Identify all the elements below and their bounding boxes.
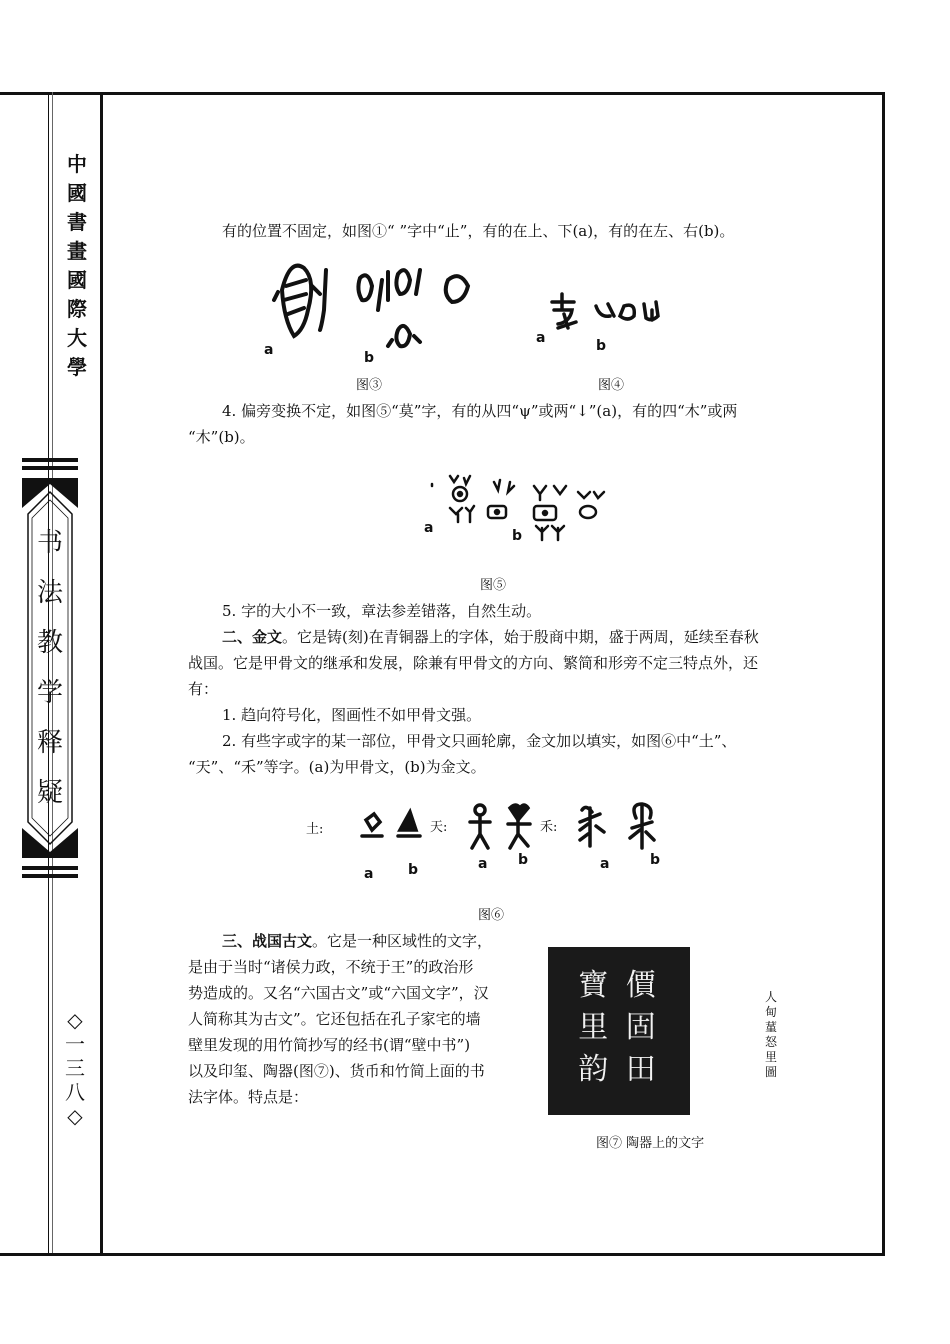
- badge-rule-top-2: [22, 466, 78, 470]
- figure-5-label-b: b: [512, 528, 523, 544]
- figure-3-caption: 图③: [356, 378, 383, 393]
- figure-5-caption: 图⑤: [480, 578, 507, 593]
- page-number-char-4: ◇: [67, 1104, 83, 1128]
- paragraph-position: 有的位置不固定，如图①“ ”字中“止”，有的在上、下(a)，有的在左、右(b)。: [222, 222, 735, 240]
- figure-3-label-b: b: [364, 350, 375, 366]
- pottery-inscription-transcription: [760, 990, 782, 1080]
- page-number-vertical: [60, 1008, 90, 1128]
- figure-6-tu-b: b: [408, 862, 419, 878]
- page-number-char-2: 三: [65, 1056, 85, 1080]
- zhanguo-line-7: 法字体。特点是：: [188, 1088, 309, 1106]
- jinwen-line-1: 二、金文。它是铸(刻)在青铜器上的字体，始于殷商中期，盛于两周，延续至春秋: [188, 624, 803, 650]
- figure-6-tu-a: a: [364, 866, 374, 882]
- zhanguo-line-4: 人简称其为古文”。它还包括在孔子家宅的墙: [188, 1010, 481, 1028]
- page-number-char-3: 八: [65, 1080, 85, 1104]
- book-title-char-6: 大: [67, 326, 87, 350]
- pottery-inscription-image: [548, 947, 690, 1115]
- section-title-char-0: 书: [36, 528, 63, 558]
- zhanguo-line-2: 是由于当时“诸侯力政，不统于王”的政治形: [188, 958, 474, 976]
- figure-4-caption: 图④: [598, 378, 625, 393]
- zhanguo-heading: 三、战国古文: [222, 932, 313, 950]
- paragraph-5: 5. 字的大小不一致，章法参差错落，自然生动。: [222, 602, 542, 620]
- jinwen-item-1: 1. 趋向符号化，图画性不如甲骨文强。: [222, 706, 482, 724]
- figure-6-label-tu: 土:: [306, 822, 324, 837]
- pottery-inscription-chars: 寶 價 里 固 韵 田: [578, 968, 660, 1087]
- figure-7-caption: 图⑦ 陶器上的文字: [596, 1136, 705, 1151]
- book-title-char-7: 學: [67, 355, 87, 379]
- book-title-char-4: 國: [67, 268, 87, 292]
- transcription-char-4: 里: [764, 1050, 777, 1064]
- figure-6-tian-b: b: [518, 852, 529, 868]
- figure-3-label-a: a: [264, 342, 274, 358]
- paragraph-4-line-2: “木”(b)。: [188, 428, 255, 446]
- zhanguo-line-1: 三、战国古文。它是一种区域性的文字，: [188, 928, 528, 954]
- book-title-char-1: 國: [67, 181, 87, 205]
- figure-6-label-he: 禾:: [540, 820, 558, 835]
- book-title-char-5: 際: [67, 297, 87, 321]
- book-title-char-0: 中: [67, 152, 87, 176]
- transcription-char-0: 人: [764, 990, 777, 1004]
- section-title-char-5: 疑: [36, 778, 63, 808]
- jinwen-item-2-line-2: “天”、“禾”等字。(a)为甲骨文，(b)为金文。: [188, 758, 486, 776]
- figure-4-label-a: a: [536, 330, 546, 346]
- transcription-char-5: 圖: [764, 1065, 777, 1079]
- section-title-char-4: 释: [36, 728, 63, 758]
- paragraph-4-line-1: 4. 偏旁变换不定，如图⑤“莫”字，有的从四“ψ”或两“↓”(a)，有的四“木”或两: [222, 402, 738, 420]
- transcription-char-2: 蓳: [764, 1020, 777, 1034]
- figure-6-tian-a: a: [478, 856, 488, 872]
- figure-6-he-a: a: [600, 856, 610, 872]
- section-title-char-1: 法: [36, 578, 63, 608]
- book-title-vertical: [60, 150, 94, 382]
- figure-4-glyphs: [548, 288, 678, 348]
- section-title-badge: [22, 478, 78, 858]
- jinwen-item-2-line-1: 2. 有些字或字的某一部位，甲骨文只画轮廓，金文加以填实，如图⑥中“土”、: [222, 732, 737, 750]
- transcription-char-3: 怒: [764, 1035, 777, 1049]
- figure-6-he-b: b: [650, 852, 661, 868]
- jinwen-line-3: 有：: [188, 680, 219, 698]
- figure-5-label-a: a: [424, 520, 434, 536]
- transcription-char-1: 甸: [764, 1005, 777, 1019]
- badge-rule-bottom-2: [22, 874, 78, 878]
- figure-6-glyphs: [340, 800, 670, 860]
- section-title-char-3: 学: [36, 678, 63, 708]
- book-title-char-3: 畫: [67, 239, 87, 263]
- jinwen-line-2: 战国。它是甲骨文的继承和发展，除兼有甲骨文的方向、繁简和形旁不定三特点外，还: [188, 654, 759, 672]
- badge-rule-top: [22, 458, 78, 462]
- zhanguo-line-6: 以及印玺、陶器(图⑦)、货币和竹简上面的书: [188, 1062, 485, 1080]
- page-number-char-1: 一: [65, 1032, 85, 1056]
- page-number-char-0: ◇: [67, 1008, 83, 1032]
- figure-6-label-tian: 天:: [430, 820, 448, 835]
- sidebar-rule-inner: [100, 92, 103, 1253]
- section-title-vertical: [22, 518, 78, 818]
- book-title-char-2: 書: [67, 210, 87, 234]
- zhanguo-line-5: 壁里发现的用竹简抄写的经书(谓“壁中书”): [188, 1036, 471, 1054]
- section-title-char-2: 教: [36, 628, 63, 658]
- jinwen-heading: 二、金文: [222, 628, 283, 646]
- figure-5-glyphs: [428, 472, 618, 542]
- figure-4-label-b: b: [596, 338, 607, 354]
- badge-rule-bottom: [22, 866, 78, 870]
- zhanguo-line-3: 势造成的。又名“六国古文”或“六国文字”，汉: [188, 984, 489, 1002]
- figure-6-caption: 图⑥: [478, 908, 505, 923]
- figure-3-glyphs: [260, 250, 490, 360]
